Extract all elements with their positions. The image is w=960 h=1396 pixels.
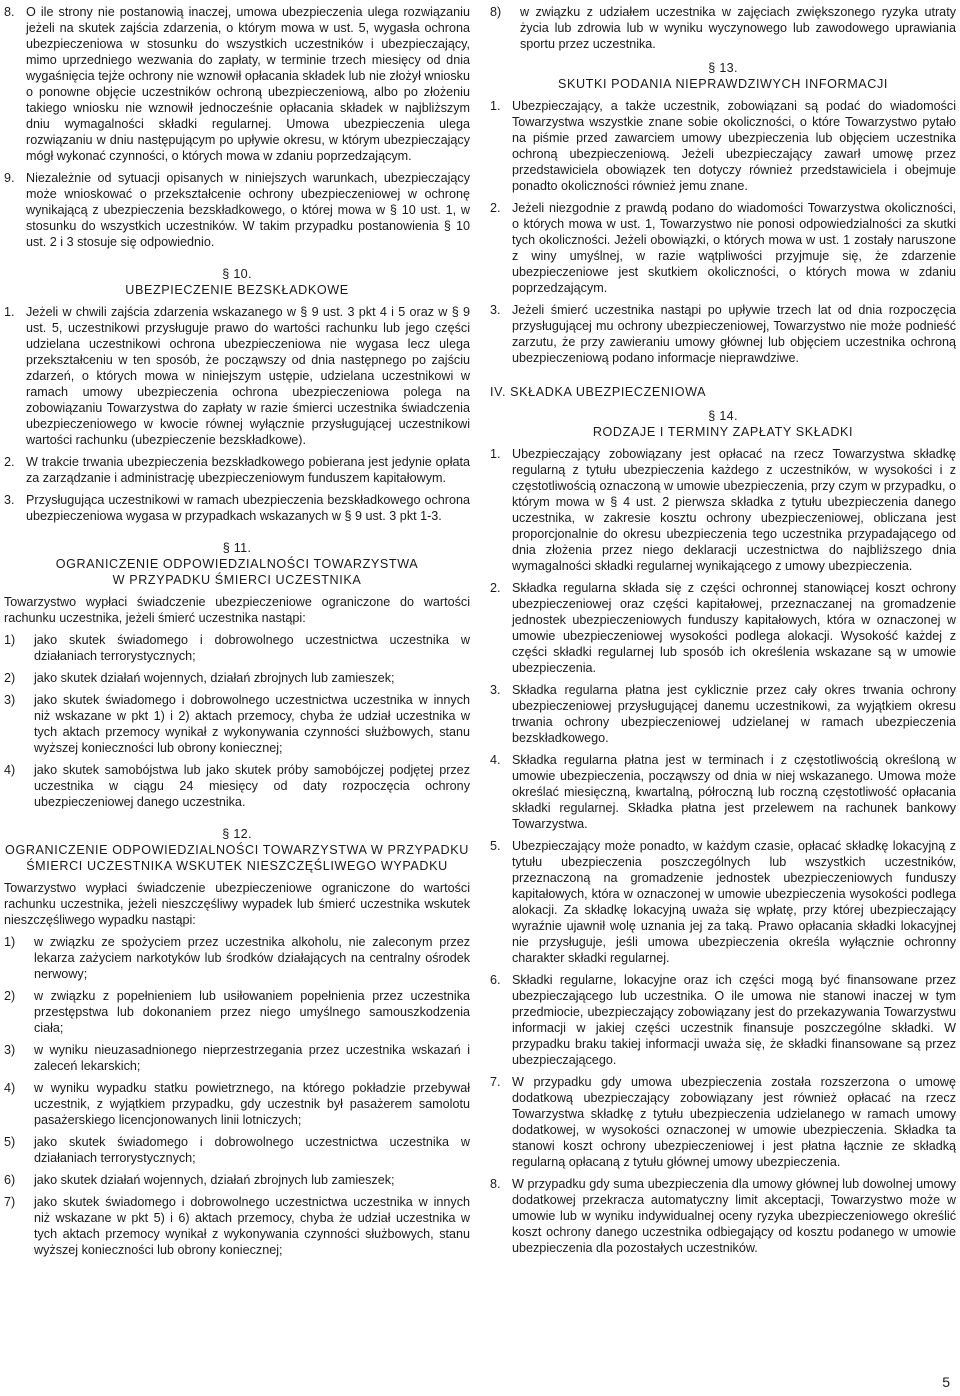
part-4-title: IV. SKŁADKA UBEZPIECZENIOWA xyxy=(490,385,707,399)
item-number: 3. xyxy=(490,303,501,317)
list-item xyxy=(490,200,956,296)
item-text: O ile strony nie postanowią inaczej, umowa ubezpieczenia ulega rozwiązaniu jeżeli na skutek zajścia zdarzenia, o którym mowa w ust. 5, wygasła ochrona ubezpieczeniowa w stosunku do wszystkich uczestników i ubezpieczający, mimo uprzedniego wezwania do zapłaty, w terminie trzech miesięcy od dnia wygaśnięcia tejże ochrony nie wznowił opłacania składek lub nie złożył wniosku o ponowne objęcie uczestników ochroną ubezpieczeniową, albo po złożeniu takiego wniosku nie wznowił jednocześnie opłacania składek w najbliższym dniu wymagalności składki regularnej. Umowa ubezpieczenia ulega rozwiązaniu w dniu następującym po upływie okresu, w którym ubezpieczający mógł wykonać czynności, o których mowa w zdaniu poprzedzającym. xyxy=(26,5,470,163)
list-item xyxy=(4,670,470,686)
item-text: w związku ze spożyciem przez uczestnika alkoholu, nie zaleconym przez lekarza zażyciem narkotyków lub środków działających na centralny ośrodek nerwowy; xyxy=(34,935,470,981)
item-text: w związku z popełnieniem lub usiłowaniem popełnienia przez uczestnika przestępstwa lub dokonaniem przez niego umyślnego samouszkodzenia ciała; xyxy=(34,989,470,1035)
list-item xyxy=(490,752,956,832)
item-number: 2. xyxy=(490,201,501,215)
item-number: 6. xyxy=(490,973,501,987)
list-item xyxy=(4,762,470,810)
list-item xyxy=(4,934,470,982)
list-item xyxy=(490,1176,956,1256)
item-text: jako skutek działań wojennych, działań zbrojnych lub zamieszek; xyxy=(34,671,395,685)
item-text: Ubezpieczający może ponadto, w każdym czasie, opłacać składkę lokacyjną z tytułu ubezpieczenia poszczególnych lub wszystkich uczestników, przeznaczoną na gromadzenie jednostek ubezpieczeniowych funduszy kapitałowych, która w oznaczonej w umowie ubezpieczenia wysokości podlega alokacji. Za składkę lokacyjną uważa się wpłatę, przy której ubezpieczający wyraźnie ujawnił wolę uznania jej za taką. Prawo opłacania składki lokacyjnej nie przysługuje, jeśli umowa ubezpieczenia określa wyłącznie ochronny charakter składki regularnej. xyxy=(512,839,956,965)
section-10-number: § 10. xyxy=(222,267,252,281)
item-text: Przysługująca uczestnikowi w ramach ubezpieczenia bezskładkowego ochrona ubezpieczeniowa wygasa w przypadkach wskazanych w § 9 ust. 3 pkt 1-3. xyxy=(26,493,470,523)
item-number: 3) xyxy=(4,693,16,707)
list-item xyxy=(4,304,470,448)
section-11-title-line2: W PRZYPADKU ŚMIERCI UCZESTNIKA xyxy=(112,573,362,587)
item-text: jako skutek świadomego i dobrowolnego uczestnictwa uczestnika w innych niż wskazane w pkt 5) i 6) aktach przemocy, chyba że udział uczestnika w tych aktach przemocy wynikał z wykonywania czynności służbowych, stanu wyższej konieczności lub obrony koniecznej; xyxy=(34,1195,470,1257)
item-text: W przypadku gdy umowa ubezpieczenia została rozszerzona o umowę dodatkową ubezpieczający zobowiązany jest również opłacać na rzecz Towarzystwa składkę z tytułu ubezpieczenia udzielanego w ramach umowy dodatkowej, w wysokości oznaczonej w umowie ubezpieczenia. Składka ta stanowi koszt ochrony ubezpieczeniowej i jest płatna łącznie ze składką regularną opłacaną z tytułu głównej umowy ubezpieczenia. xyxy=(512,1075,956,1169)
item-number: 5) xyxy=(4,1135,16,1149)
list-item xyxy=(4,170,470,250)
item-number: 8. xyxy=(4,5,15,19)
item-text: jako skutek samobójstwa lub jako skutek próby samobójczej podjętej przez uczestnika w ciągu 24 miesięcy od daty rozpoczęcia ochrony ubezpieczeniowej danego uczestnika. xyxy=(34,763,470,809)
page-number: 5 xyxy=(942,1374,950,1390)
section-13-number: § 13. xyxy=(708,61,738,75)
item-number: 7) xyxy=(4,1195,16,1209)
left-column xyxy=(4,4,470,1264)
list-item xyxy=(4,4,470,164)
item-text: jako skutek działań wojennych, działań zbrojnych lub zamieszek; xyxy=(34,1173,395,1187)
item-text: Składka regularna płatna jest cyklicznie przez cały okres trwania ochrony ubezpieczeniowej przysługującej danemu uczestnikowi, za wyjątkiem okresu trwania ochrony ubezpieczeniowej udzielanej w ramach ubezpieczenia bezskładkowego. xyxy=(512,683,956,745)
item-number: 4. xyxy=(490,753,501,767)
section-10-title: UBEZPIECZENIE BEZSKŁADKOWE xyxy=(125,283,349,297)
list-item xyxy=(490,580,956,676)
item-number: 1. xyxy=(490,99,501,113)
list-item xyxy=(490,838,956,966)
item-number: 1) xyxy=(4,633,16,647)
item-number: 1. xyxy=(4,305,15,319)
list-item xyxy=(4,1194,470,1258)
list-item xyxy=(490,972,956,1068)
item-number: 3. xyxy=(4,493,15,507)
item-text: Składki regularne, lokacyjne oraz ich części mogą być finansowane przez ubezpieczającego lub uczestnika. O ile umowa nie stanowi inaczej w tym przedmiocie, ubezpieczający zobowiązany jest do przekazywania Towarzystwu informacji w jakiej części uczestnik finansuje poszczególne składki. W przypadku braku takiej informacji uważa się, że składki finansowane są przez ubezpieczającego. xyxy=(512,973,956,1067)
list-item xyxy=(4,454,470,486)
item-text: w wyniku nieuzasadnionego nieprzestrzegania przez uczestnika wskazań i zaleceń lekarskich; xyxy=(34,1043,470,1073)
list-item xyxy=(490,1074,956,1170)
list-item xyxy=(4,1080,470,1128)
item-text: Ubezpieczający zobowiązany jest opłacać na rzecz Towarzystwa składkę regularną z tytułu ubezpieczenia każdego z uczestników, w wysokości i z częstotliwością oznaczoną w umowie ubezpieczenia, przy czym w przypadku, o którym mowa w § 4 ust. 2 pierwsza składka z tytułu ubezpieczenia danego uczestnika, w zakresie kosztu ochrony ubezpieczeniowej, obliczana jest proporcjonalnie do okresu ubezpieczenia tego uczestnika przypadającego od dnia złożenia przez niego deklaracji uczestnictwa do najbliższego dnia wymagalności składki regularnej wynikającego z umowy ubezpieczenia. xyxy=(512,447,956,573)
section-12-intro: Towarzystwo wypłaci świadczenie ubezpieczeniowe ograniczone do wartości rachunku uczestnika, jeżeli nieszczęśliwy wypadek lub śmierć uczestnika wskutek nieszczęśliwego wypadku nastąpi: xyxy=(4,881,470,927)
item-number: 4) xyxy=(4,1081,16,1095)
list-item xyxy=(490,446,956,574)
item-text: Jeżeli niezgodnie z prawdą podano do wiadomości Towarzystwa okoliczności, o których mowa w ust. 1, Towarzystwo nie ponosi odpowiedzialności za skutki tych okoliczności. Jeżeli obowiązki, o których mowa w ust. 1 zostały naruszone z winy umyślnej, w razie wątpliwości przyjmuje się, że zdarzenie ubezpieczeniowe jest skutkiem okoliczności, o których mowa w zdaniu poprzedzającym. xyxy=(512,201,956,295)
item-number: 7. xyxy=(490,1075,501,1089)
section-13-title: SKUTKI PODANIA NIEPRAWDZIWYCH INFORMACJI xyxy=(557,77,888,91)
list-item xyxy=(4,1172,470,1188)
section-11-number: § 11. xyxy=(222,541,252,555)
list-item xyxy=(490,98,956,194)
section-11-title-line1: OGRANICZENIE ODPOWIEDZIALNOŚCI TOWARZYSTWA xyxy=(55,557,419,571)
item-number: 8. xyxy=(490,1177,501,1191)
list-item xyxy=(4,988,470,1036)
item-text: w wyniku wypadku statku powietrznego, na którego pokładzie przebywał uczestnik, z wyjątkiem przypadku, gdy uczestnik był pasażerem samolotu pasażerskiego licencjonowanych linii lotniczych; xyxy=(34,1081,470,1127)
section-14-number: § 14. xyxy=(708,409,738,423)
item-text: jako skutek świadomego i dobrowolnego uczestnictwa uczestnika w działaniach terrorystycznych; xyxy=(34,1135,470,1165)
item-text: Jeżeli śmierć uczestnika nastąpi po upływie trzech lat od dnia rozpoczęcia przysługującej mu ochrony ubezpieczeniowej, Towarzystwo nie może podnieść zarzutu, że przy zawieraniu umowy głównej lub objęciem uczestnika ochroną ubezpieczeniową podano informacje nieprawdziwe. xyxy=(512,303,956,365)
item-number: 4) xyxy=(4,763,16,777)
section-12-title-line1: OGRANICZENIE ODPOWIEDZIALNOŚCI TOWARZYSTWA W PRZYPADKU xyxy=(5,843,469,857)
item-text: jako skutek świadomego i dobrowolnego uczestnictwa uczestnika w innych niż wskazane w pkt 1) i 2) aktach przemocy, chyba że udział uczestnika w tych aktach przemocy wynikał z wykonywania czynności służbowych, stanu wyższej konieczności lub obrony koniecznej; xyxy=(34,693,470,755)
item-number: 1. xyxy=(490,447,501,461)
item-text: Jeżeli w chwili zajścia zdarzenia wskazanego w § 9 ust. 3 pkt 4 i 5 oraz w § 9 ust. 5, uczestnikowi przysługuje prawo do wartości rachunku lub jego części udzielana uczestnikowi ochrona ubezpieczeniowa nie wygasa lecz ulega przekształceniu w ten sposób, że począwszy od dnia następnego po zajściu zdarzeń, o których mowa w niniejszym ustępie, udzielana uczestnikowi w ramach umowy ubezpieczenia ochrona ubezpieczeniowa polega na zobowiązaniu Towarzystwa do zapłaty w razie śmierci uczestnika świadczenia ubezpieczeniowego w kwocie równej wyłącznie przysługującej uczestnikowi wartości rachunku (ubezpieczenie bezskładkowe). xyxy=(26,305,470,447)
list-item xyxy=(4,692,470,756)
item-number: 3) xyxy=(4,1043,16,1057)
item-text: Składka regularna składa się z części ochronnej stanowiącej koszt ochrony ubezpieczeniowej oraz części kapitałowej, przeznaczanej na gromadzenie jednostek ubezpieczeniowych funduszy kapitałowych, która w oznaczonej w umowie ubezpieczeniowej wysokości podlega alokacji. Wysokość każdej z części składki regularnej lub sposób ich określenia wskazane są w umowie ubezpieczenia. xyxy=(512,581,956,675)
item-number: 6) xyxy=(4,1173,16,1187)
item-text: Niezależnie od sytuacji opisanych w niniejszych warunkach, ubezpieczający może wnioskować o przekształcenie ochrony ubezpieczeniowej w ochronę wynikającą z ubezpieczenia bezskładkowego, o której mowa w § 10 ust. 1, w stosunku do wszystkich uczestników. W takim przypadku postanowienia § 10 ust. 2 i 3 stosuje się odpowiednio. xyxy=(26,171,470,249)
list-item xyxy=(4,1042,470,1074)
list-item xyxy=(4,632,470,664)
section-14-title: RODZAJE I TERMINY ZAPŁATY SKŁADKI xyxy=(592,425,854,439)
list-item xyxy=(4,1134,470,1166)
item-number: 3. xyxy=(490,683,501,697)
section-11-intro: Towarzystwo wypłaci świadczenie ubezpieczeniowe ograniczone do wartości rachunku uczestnika, jeżeli śmierć uczestnika nastąpi: xyxy=(4,595,470,625)
item-text: W trakcie trwania ubezpieczenia bezskładkowego pobierana jest jedynie opłata za zarządzanie i administrację ubezpieczeniowym funduszem kapitałowym. xyxy=(26,455,470,485)
section-12-number: § 12. xyxy=(222,827,252,841)
list-item xyxy=(490,302,956,366)
item-text: Ubezpieczający, a także uczestnik, zobowiązani są podać do wiadomości Towarzystwa wszystkie znane sobie okoliczności, o które Towarzystwo pytało na piśmie przed zawarciem umowy ubezpieczenia lub objęciem uczestnika ochroną ubezpieczeniową. Jeżeli ubezpieczający zawarł umowę przez przedstawiciela obowiązek ten dotyczy również przedstawiciela i obejmuje ponadto okoliczności również jemu znane. xyxy=(512,99,956,193)
item-text: W przypadku gdy suma ubezpieczenia dla umowy głównej lub dowolnej umowy dodatkowej przekracza automatyczny limit akceptacji, Towarzystwo może w umowie lub w wyniku indywidualnej oceny ryzyka ubezpieczeniowego określić koszt ochrony danego uczestnika odbiegający od kosztu podanego w umowie ubezpieczenia dla pozostałych uczestników. xyxy=(512,1177,956,1255)
item-number: 1) xyxy=(4,935,16,949)
list-item xyxy=(490,4,956,52)
item-text: Składka regularna płatna jest w terminach i z częstotliwością określoną w umowie ubezpieczenia, począwszy od dnia w niej wskazanego. Umowa może określać miesięczną, kwartalną, półroczną lub roczną częstotliwość opłacania składki regularnej. Składka płatna jest przelewem na rachunek bankowy Towarzystwa. xyxy=(512,753,956,831)
item-text: jako skutek świadomego i dobrowolnego uczestnictwa uczestnika w działaniach terrorystycznych; xyxy=(34,633,470,663)
section-12-title-line2: ŚMIERCI UCZESTNIKA WSKUTEK NIESZCZĘŚLIWEGO WYPADKU xyxy=(26,859,448,873)
item-number: 2. xyxy=(490,581,501,595)
item-number: 2) xyxy=(4,989,16,1003)
item-number: 8) xyxy=(490,5,502,19)
item-number: 2. xyxy=(4,455,15,469)
item-number: 2) xyxy=(4,671,16,685)
list-item xyxy=(490,682,956,746)
item-number: 9. xyxy=(4,171,15,185)
item-text: w związku z udziałem uczestnika w zajęciach zwiększonego ryzyka utraty życia lub zdrowia lub w wyniku wyczynowego lub zawodowego uprawiania sportu przez uczestnika. xyxy=(520,5,956,51)
list-item xyxy=(4,492,470,524)
item-number: 5. xyxy=(490,839,501,853)
right-column xyxy=(490,4,956,1262)
